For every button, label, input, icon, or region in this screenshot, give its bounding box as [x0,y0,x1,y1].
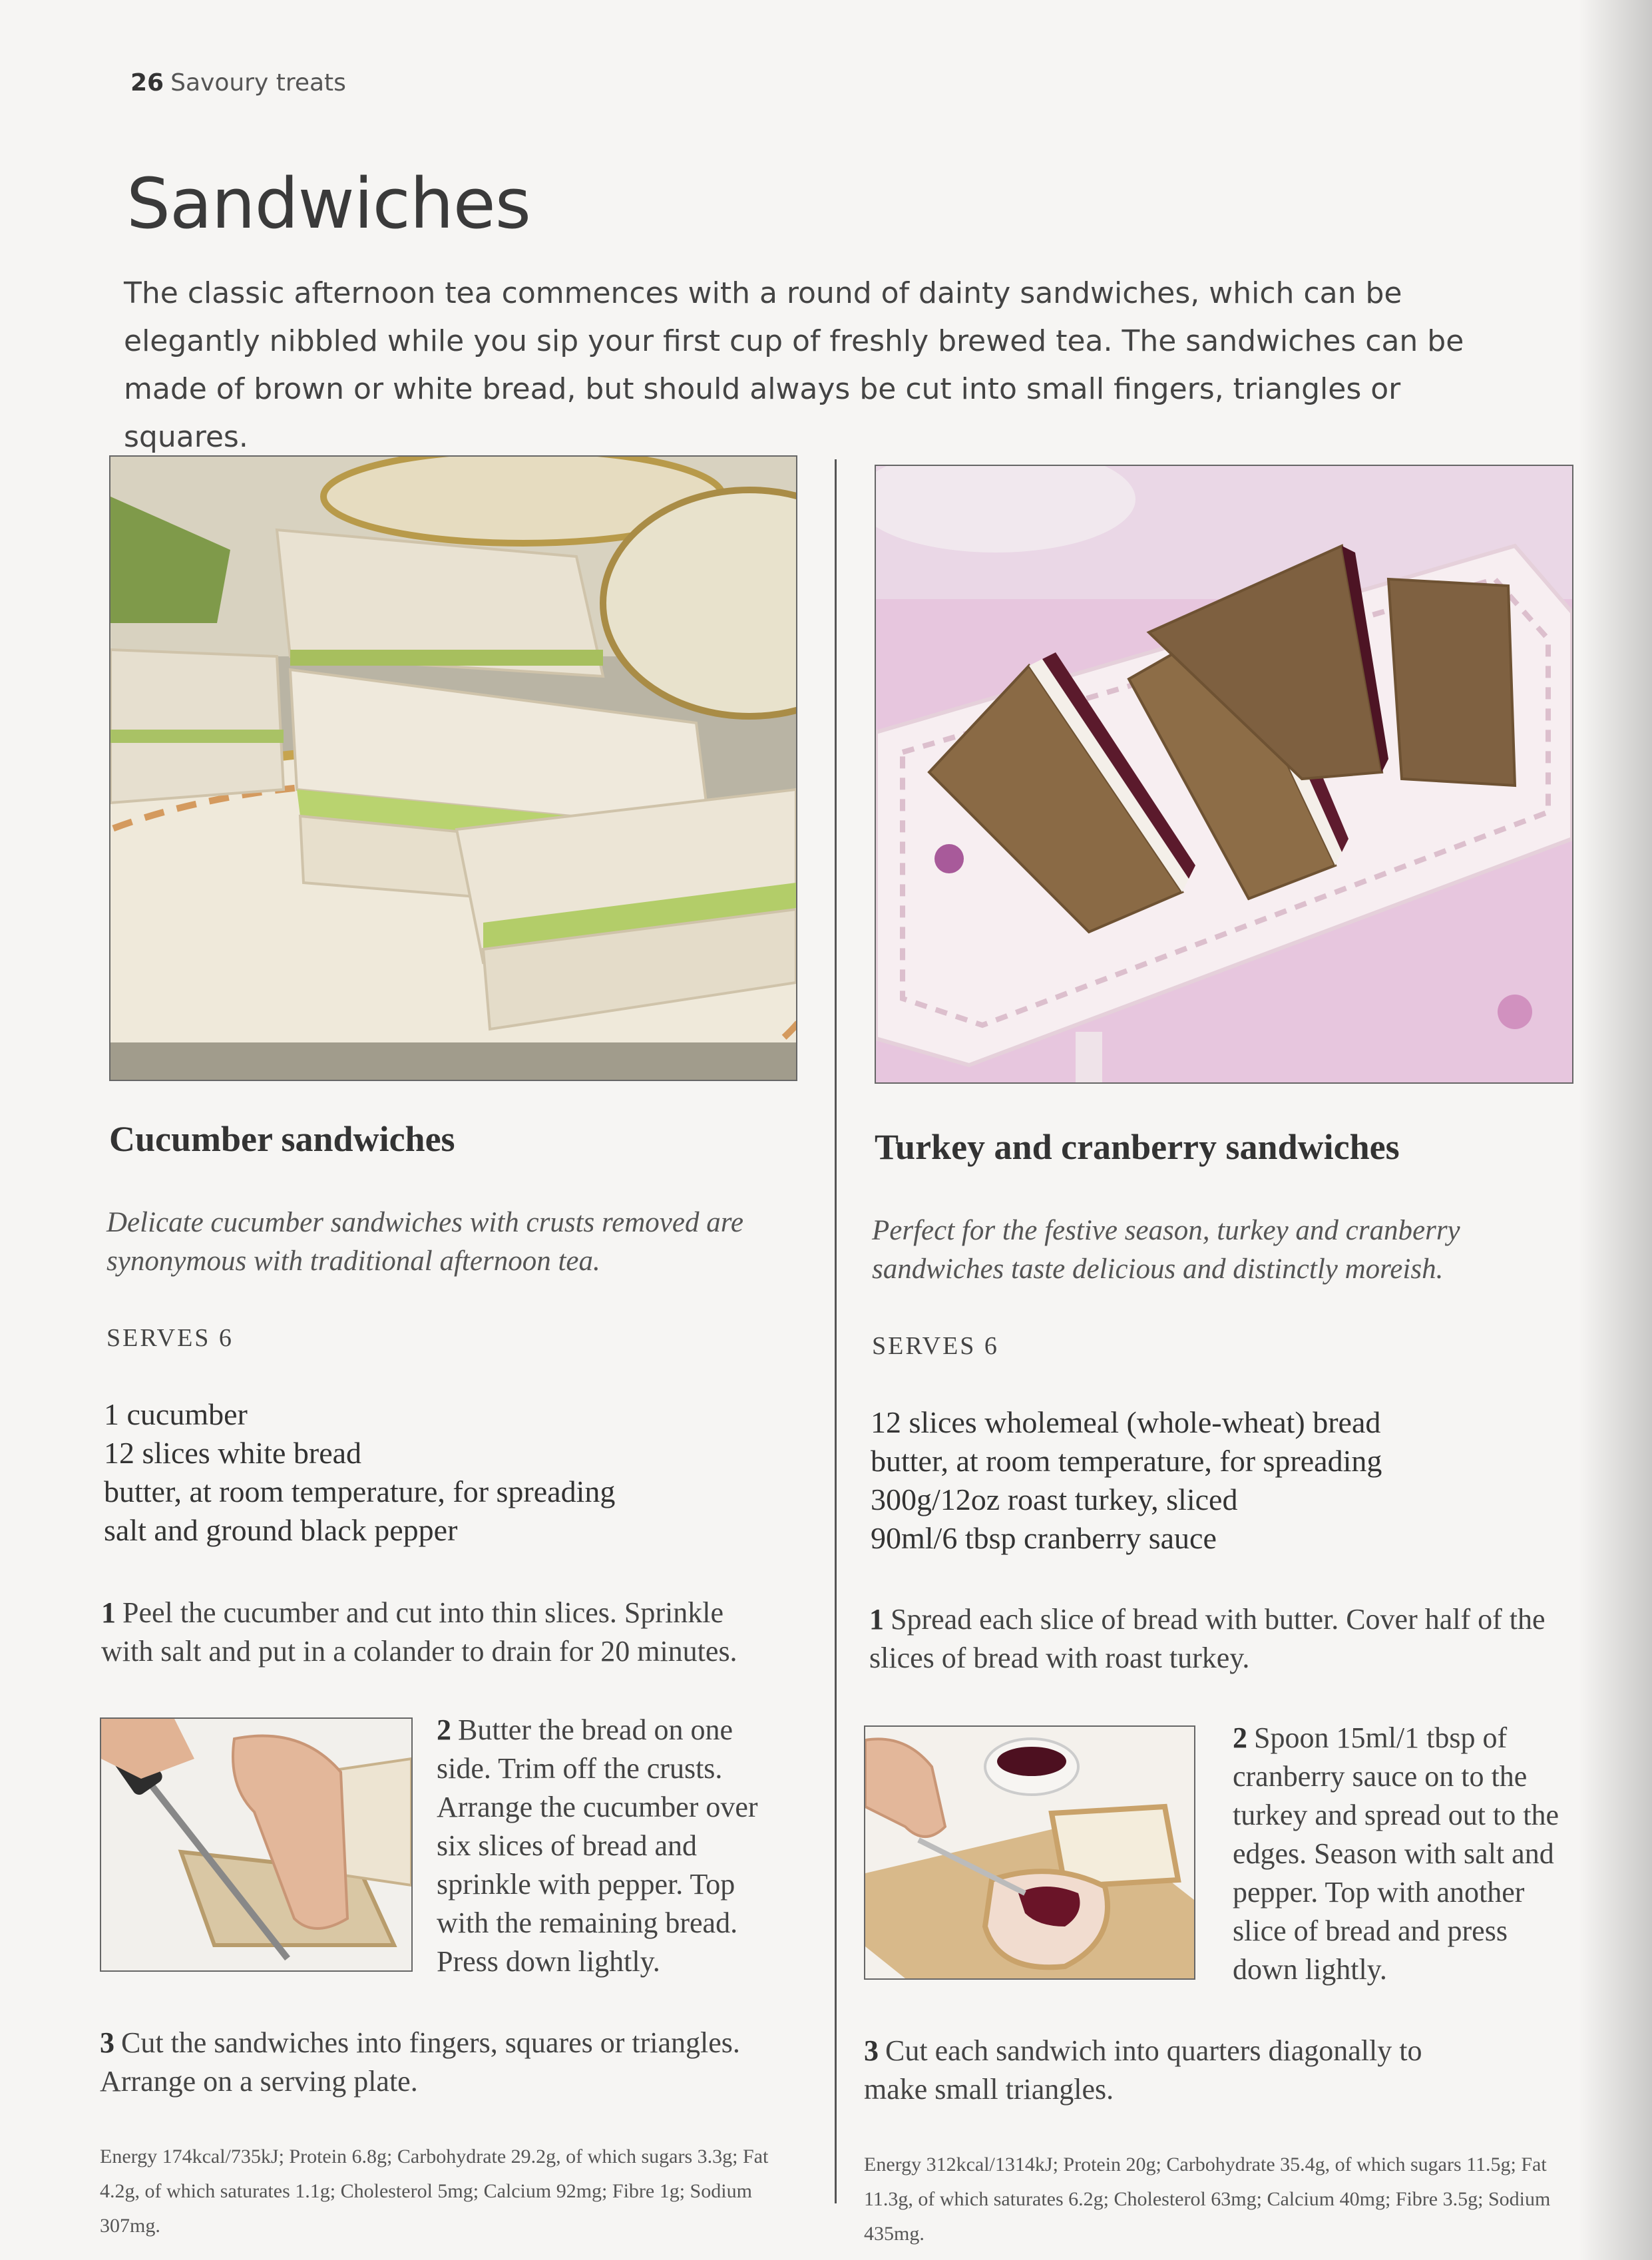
recipe-title-cucumber: Cucumber sandwiches [109,1119,455,1159]
spreading-cranberry-illustration [865,1727,1194,1978]
page-gutter-shadow [1579,0,1652,2260]
recipe-description-turkey-cranberry: Perfect for the festive season, turkey and cranberry sandwiches taste delicious and distinctly moreish. [872,1215,1460,1285]
serves-turkey-cranberry: SERVES 6 [872,1332,999,1360]
step-1-cucumber [101,1594,773,1671]
step-text: Peel the cucumber and cut into thin slices. Sprinkle with salt and put in a colander to drain for 20 minutes. [101,1596,737,1668]
page-number: 26 [130,69,164,97]
recipe-title-turkey-cranberry: Turkey and cranberry sandwiches [875,1127,1400,1167]
step-3-cucumber [100,2024,792,2101]
step-2-cucumber [437,1711,789,1981]
ingredient-item: butter, at room temperature, for spreading [871,1444,1382,1478]
spreading-cranberry-photo [864,1725,1195,1980]
cucumber-sandwiches-photo [109,455,797,1081]
ingredient-item: salt and ground black pepper [104,1513,458,1547]
ingredients-list-cucumber [104,1395,615,1550]
nutrition-info-turkey-cranberry: Energy 312kcal/1314kJ; Protein 20g; Carbohydrate 35.4g, of which sugars 11.5g; Fat 11.3g, of which saturates 6.2g; Cholesterol 63mg; Calcium 40mg; Fibre 3.5g; Sodium 435mg. [864,2153,1551,2245]
ingredient-item: 12 slices white bread [104,1436,362,1470]
step-text: Butter the bread on one side. Trim off the crusts. Arrange the cucumber over six slices of bread and sprinkle with pepper. Top with the remaining bread. Press down lightly. [437,1713,758,1978]
nutrition-info-cucumber: Energy 174kcal/735kJ; Protein 6.8g; Carbohydrate 29.2g, of which sugars 3.3g; Fat 4.2g, of which saturates 1.1g; Cholesterol 5mg; Calcium 92mg; Fibre 1g; Sodium 307mg. [100,2146,769,2237]
step-number: 3 [100,2026,114,2059]
step-text: Cut the sandwiches into fingers, squares or triangles. Arrange on a serving plate. [100,2026,740,2098]
ingredient-item: 1 cucumber [104,1397,248,1431]
page-title: Sandwiches [126,163,530,244]
ingredient-item: 12 slices wholemeal (whole-wheat) bread [871,1405,1381,1439]
cucumber-sandwiches-illustration [110,457,796,1080]
turkey-cranberry-sandwiches-photo [875,465,1573,1084]
cutting-crusts-photo [100,1717,413,1972]
ingredient-item: 300g/12oz roast turkey, sliced [871,1482,1238,1516]
section-name: Savoury treats [170,69,346,97]
step-number: 1 [101,1596,116,1629]
cutting-crusts-illustration [101,1719,411,1970]
ingredients-list-turkey-cranberry [871,1403,1382,1558]
turkey-cranberry-illustration [876,466,1572,1082]
serves-cucumber: SERVES 6 [106,1324,234,1352]
step-2-turkey-cranberry [1233,1719,1565,1989]
recipe-description-cucumber: Delicate cucumber sandwiches with crusts removed are synonymous with traditional afternoon tea. [106,1207,743,1277]
step-text: Spoon 15ml/1 tbsp of cranberry sauce on to the turkey and spread out to the edges. Season with salt and pepper. Top with another slice of bread and press down lightly. [1233,1721,1559,1986]
step-number: 2 [1233,1721,1247,1754]
ingredient-item: butter, at room temperature, for spreading [104,1474,616,1508]
step-3-turkey-cranberry [864,2032,1490,2109]
step-1-turkey-cranberry [869,1600,1561,1678]
ingredient-item: 90ml/6 tbsp cranberry sauce [871,1521,1217,1555]
intro-paragraph: The classic afternoon tea commences with a round of dainty sandwiches, which can be elegantly nibbled while you sip your first cup of freshly brewed tea. The sandwiches can be made of brown or white bread, but should always be cut into small fingers, triangles or squares. [124,276,1464,454]
step-number: 3 [864,2034,879,2067]
step-number: 1 [869,1603,884,1636]
sandwich-left [110,650,284,803]
column-divider [835,459,837,2203]
step-number: 2 [437,1713,451,1746]
step-text: Spread each slice of bread with butter. Cover half of the slices of bread with roast turkey. [869,1603,1546,1674]
step-text: Cut each sandwich into quarters diagonally to make small triangles. [864,2034,1422,2106]
page-header [130,69,346,97]
